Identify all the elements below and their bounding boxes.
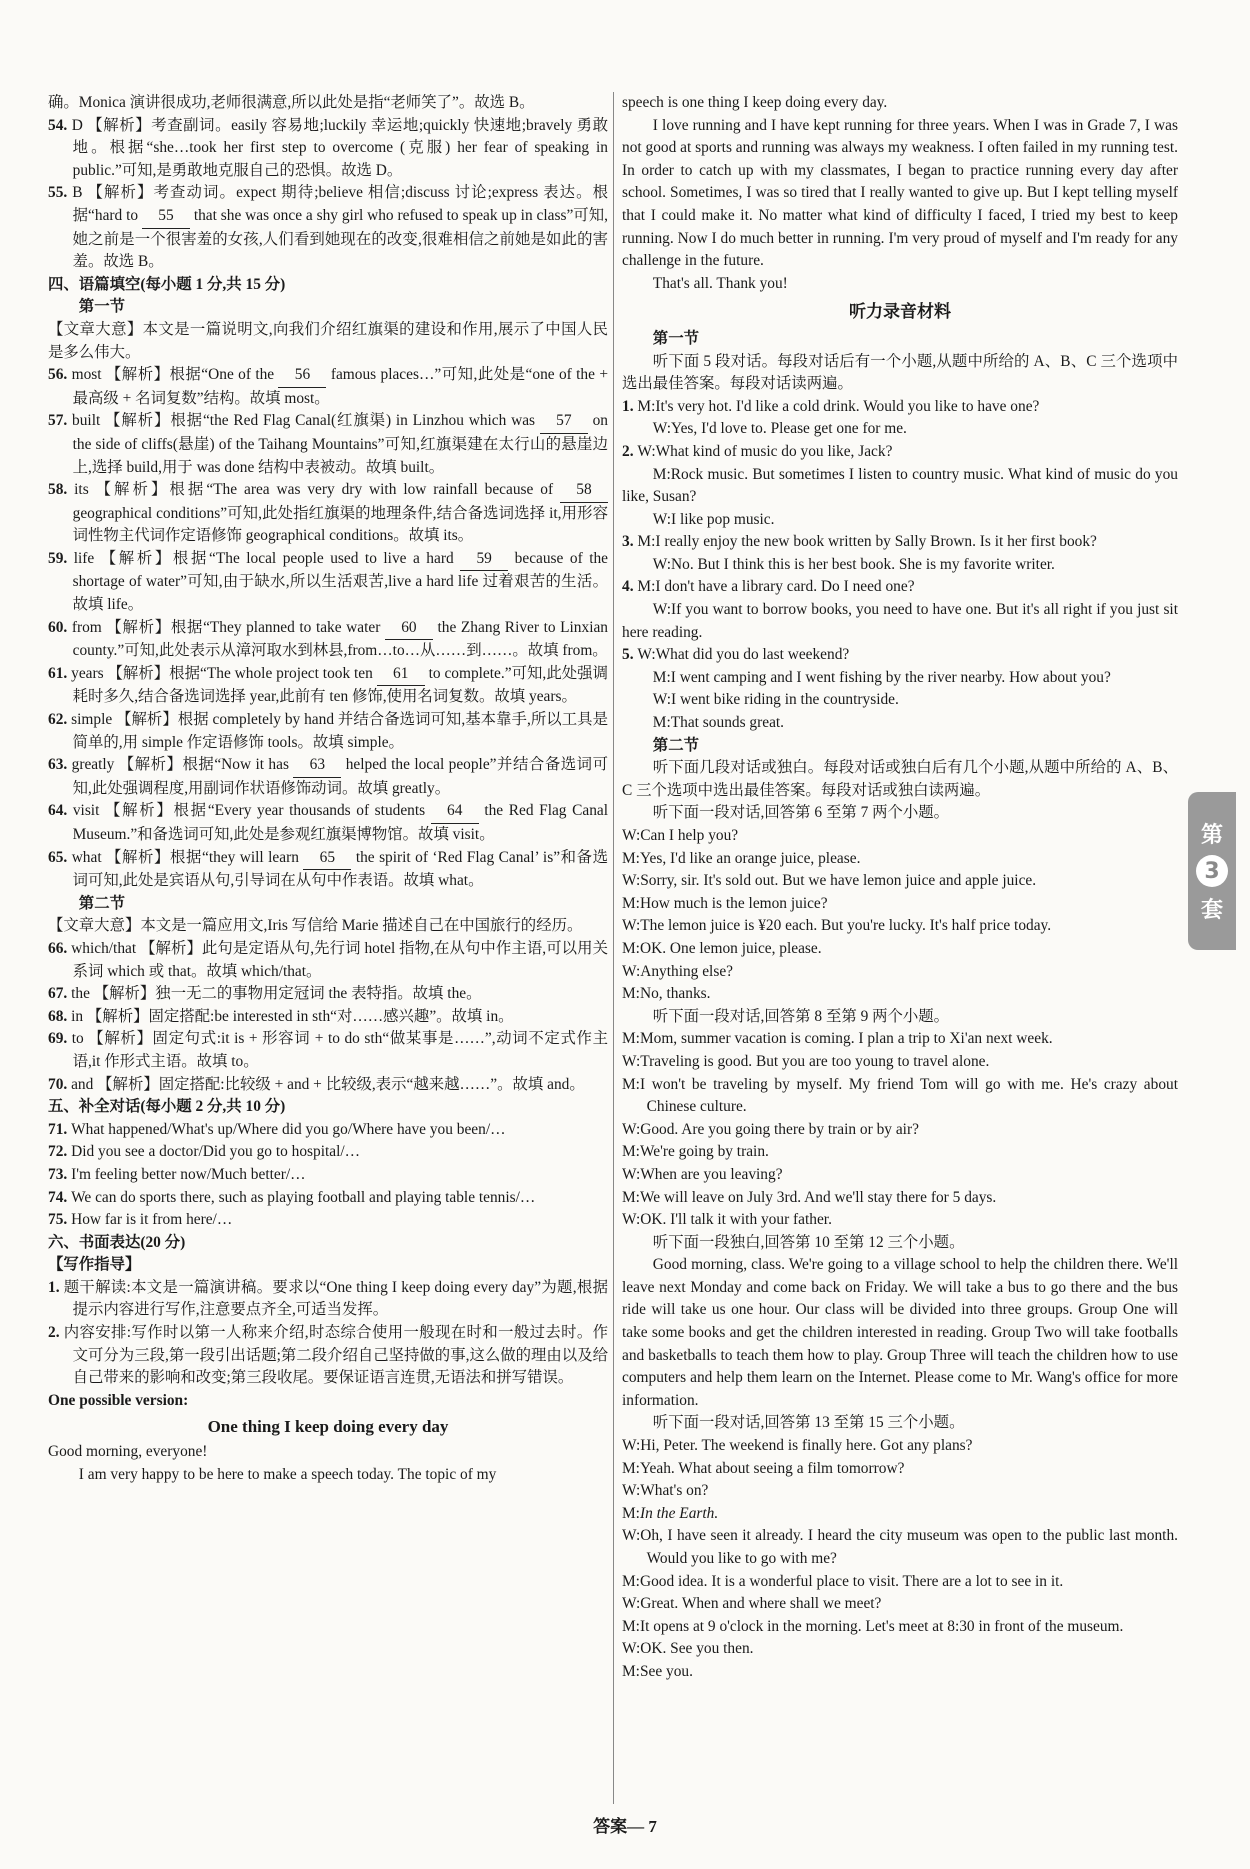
block-text: M:Yes, I'd like an orange juice, please. [622,849,861,867]
item-number: 71. [48,1120,72,1138]
block-text: 五、补全对话(每小题 2 分,共 10 分) [48,1098,286,1116]
block-text: W:Traveling is good. But you are too young to travel alone. [622,1052,990,1070]
left-block [48,938,608,983]
item-number: 56. [48,366,72,384]
item-number: 67. [48,985,72,1003]
block-text: to 【解析】固定句式:it is + 形容词 + to do sth“做某事是……”,动词不定式作主语,it 作形式主语。故填 to。 [71,1030,608,1070]
block-text: visit 【解析】根据“Every year thousands of students 64 the Red Flag Canal Museum.”和备选词可知,此处是参观红旗渠博物馆。故填 visit。 [72,802,608,843]
right-block [622,273,1178,296]
block-text: its 【解析】根据“The area was very dry with low rainfall because of 58 geographical conditions”可知,此处指红旗渠的地理条件,结合备选词选择 it,用形容词性物主代词作定语修饰 geographical conditions。故填 its。 [72,481,608,545]
left-block [48,847,608,893]
block-text: M:I don't have a library card. Do I need one? [637,578,915,596]
left-column [48,92,608,1486]
block-text: 听力录音材料 [849,302,951,322]
item-number: 63. [48,756,72,774]
item-number: 54. [48,116,72,134]
block-text: W:The lemon juice is ¥20 each. But you're lucky. It's half price today. [622,917,1052,935]
block-text: How far is it from here/… [71,1211,233,1229]
right-block [622,1006,1178,1029]
block-text: simple 【解析】根据 completely by hand 并结合备选词可知,基本靠手,所以工具是简单的,用 simple 作定语修饰 tools。故填 simple。 [71,711,608,751]
block-text: One possible version: [48,1391,189,1409]
right-block [622,328,1178,351]
block-text: 听下面一段独白,回答第 10 至第 12 三个小题。 [652,1233,965,1251]
block-text: M:That sounds great. [652,714,785,732]
block-text: what 【解析】根据“they will learn 65 the spirit of ‘Red Flag Canal’ is”和备选词可知,此处是宾语从句,引导词在从句中作表语。故填 what。 [71,848,608,890]
block-text: W:Great. When and where shall we meet? [622,1595,882,1613]
block-text: 四、语篇填空(每小题 1 分,共 15 分) [48,275,286,293]
right-block [622,464,1178,509]
left-block [48,1164,608,1187]
right-block [622,554,1178,577]
left-block [48,1441,608,1464]
left-block [48,1277,608,1322]
left-block [48,1141,608,1164]
block-text: M:We will leave on July 3rd. And we'll stay there for 5 days. [622,1188,997,1206]
right-block [622,531,1178,554]
block-text: M:See you. [622,1662,693,1680]
right-block [622,441,1178,464]
left-block [48,92,608,115]
block-text: 【写作指导】 [48,1256,141,1274]
block-text: M:It's very hot. I'd like a cold drink. Would you like to have one? [637,397,1040,415]
left-block [48,1074,608,1097]
right-block [622,757,1178,802]
block-text: I love running and I have kept running for three years. When I was in Grade 7, I was not good at sports and running was always my weakness. I often failed in my running test. In order to catch up with my classmates, I began to practice running every day after school. Sometimes, I was so tired that I really wanted to give up. But I kept telling myself that I could make it. No matter what kind of difficulty I faced, I tried my best to keep running. Now I do much better in running. I'm very proud of myself and I'm ready for any challenge in the future. [622,116,1178,270]
block-text: M:No, thanks. [622,985,711,1003]
block-text: What happened/What's up/Where did you go/Where have you been/… [71,1120,506,1138]
block-text: 听下面一段对话,回答第 6 至第 7 两个小题。 [652,804,950,822]
right-block [622,712,1178,735]
right-block [622,938,1178,961]
block-text: and 【解析】固定搭配:比较级 + and + 比较级,表示“越来越……”。故填 and。 [71,1075,585,1093]
block-text: M:I really enjoy the new book written by Sally Brown. Is it her first book? [637,533,1097,551]
right-block [622,115,1178,273]
block-text: W:What kind of music do you like, Jack? [637,442,893,460]
block-text: M:Good idea. It is a wonderful place to visit. There are a lot to see in it. [622,1572,1064,1590]
right-block [622,1638,1178,1661]
block-text: W:I went bike riding in the countryside. [652,691,899,709]
right-block [622,92,1178,115]
right-block [622,351,1178,396]
right-block [622,1232,1178,1255]
block-text: M:It opens at 9 o'clock in the morning. Let's meet at 8:30 in front of the museum. [622,1617,1124,1635]
item-number: 5. [622,646,638,664]
block-text: M:Mom, summer vacation is coming. I plan a trip to Xi'an next week. [622,1030,1053,1048]
block-text: life 【解析】根据“The local people used to live a hard 59 because of the shortage of water”可知,由于缺水,所以生活艰苦,live a hard life 过着艰苦的生活。故填 life。 [72,549,609,614]
right-block [622,1661,1178,1684]
left-block [48,1119,608,1142]
left-block [48,410,608,479]
item-number: 66. [48,939,72,957]
item-number: 1. [48,1278,64,1296]
right-block [622,893,1178,916]
left-block [48,915,608,938]
block-text: D 【解析】考查副词。easily 容易地;luckily 幸运地;quickly 快速地;bravely 勇敢地。根据“she…took her first step to overcome (克服) her fear of speaking in public.”可知,是勇敢地克服自己的恐惧。故选 D。 [71,116,608,179]
left-block [48,754,608,800]
item-number: 65. [48,848,72,866]
right-block [622,396,1178,419]
block-text: W:Can I help you? [622,827,739,844]
right-block [622,915,1178,938]
item-number: 59. [48,549,74,567]
right-block [622,1187,1178,1210]
block-text: most 【解析】根据“One of the 56 famous places…”可知,此处是“one of the + 最高级 + 名词复数”结构。故填 most。 [71,366,608,407]
set-tab [1188,792,1236,950]
item-number: 1. [622,397,638,415]
block-text: in 【解析】固定搭配:be interested in sth“对……感兴趣”。故填 in。 [71,1007,514,1025]
block-text: Did you see a doctor/Did you go to hospital/… [71,1143,361,1161]
right-block [622,1525,1178,1570]
right-block [622,735,1178,758]
block-text: B 【解析】考查动词。expect 期待;believe 相信;discuss 讨论;express 表达。根据“hard to 55 that she was once a shy girl who refused to speak up in class”可知,她之前是一个很害羞的女孩,人们看到她现在的改变,很难相信之前她是如此的害羞。故选 B。 [72,184,608,271]
right-block [622,870,1178,893]
left-block [48,1322,608,1390]
right-block [622,1074,1178,1119]
item-number: 64. [48,802,73,820]
item-number: 58. [48,481,75,499]
right-block [622,418,1178,441]
left-block [48,893,608,916]
block-text: 内容安排:写作时以第一人称来介绍,时态综合使用一般现在时和一般过去时。作文可分为三段,第一段引出话题;第二段介绍自己坚持做的事,这么做的理由以及给自己带来的影响和改变;第三段收尾。要保证语言连贯,无语法和拼写错误。 [63,1324,609,1387]
block-text: W:What did you do last weekend? [637,646,850,664]
left-block [48,319,608,364]
item-number: 55. [48,184,73,202]
block-text: M:I went camping and I went fishing by the river nearby. How about you? [652,668,1111,686]
page-footer: 答案— 7 [593,1817,657,1836]
block-text: M:Rock music. But sometimes I listen to country music. What kind of music do you like, Susan? [622,465,1178,506]
right-block [622,599,1178,644]
left-block [48,364,608,410]
left-block [48,1096,608,1119]
left-block [48,479,608,548]
right-block [622,1571,1178,1594]
block-text: speech is one thing I keep doing every day. [622,94,888,111]
right-block [622,1209,1178,1232]
item-number: 4. [622,578,638,596]
block-text: W:No. But I think this is her best book. She is my favorite writer. [652,555,1055,573]
left-block [48,274,608,297]
right-block [622,1412,1178,1435]
left-block [48,548,608,617]
block-text: W:I like pop music. [652,510,775,528]
block-text: M:OK. One lemon juice, please. [622,939,822,957]
right-block [622,1164,1178,1187]
item-number: 3. [622,533,638,551]
block-text: Good morning, everyone! [48,1443,208,1461]
column-divider [613,92,614,1804]
block-text: greatly 【解析】根据“Now it has 63 helped the local people”并结合备选词可知,此处强调程度,用副词作状语修饰动词。故填 greatly。 [71,756,609,797]
block-text: W:When are you leaving? [622,1165,783,1183]
right-block [622,983,1178,1006]
block-text: 第一节 [652,329,699,347]
set-tab-post: 套 [1200,898,1223,923]
item-number: 75. [48,1211,72,1229]
left-block [48,983,608,1006]
block-text: years 【解析】根据“The whole project took ten 61 to complete.”可知,此处强调耗时多久,结合备选词选择 year,此前有 ten 修饰,使用名词复数。故填 years。 [71,664,608,706]
right-column [622,92,1178,1684]
block-text: M:How much is the lemon juice? [622,894,828,912]
block-text: 题干解读:本文是一篇演讲稿。要求以“One thing I keep doing every day”为题,根据提示内容进行写作,注意要点齐全,可适当发挥。 [63,1278,608,1319]
right-block [622,509,1178,532]
block-text: One thing I keep doing every day [207,1417,449,1437]
right-block [622,1458,1178,1481]
block-text: W:If you want to borrow books, you need to have one. But it's all right if you just sit here reading. [622,601,1178,641]
block-text: W:OK. See you then. [622,1640,754,1658]
block-text: W:What's on? [622,1482,709,1500]
left-block [48,1006,608,1029]
right-block [622,825,1178,848]
block-text: W:Hi, Peter. The weekend is finally here. Got any plans? [622,1437,973,1455]
block-text: M:We're going by train. [622,1143,769,1161]
block-text: from 【解析】根据“They planned to take water 60 the Zhang River to Linxian county.”可知,此处表示从漳河取水到林县,from…to…从……到……。故填 from。 [71,618,608,660]
block-text: I'm feeling better now/Much better/… [71,1165,306,1183]
left-block [48,1028,608,1073]
right-block [622,644,1178,667]
item-number: 68. [48,1007,72,1025]
item-number: 60. [48,618,72,636]
block-text: I am very happy to be here to make a speech today. The topic of my [78,1465,497,1483]
block-text: 【文章大意】本文是一篇说明文,向我们介绍红旗渠的建设和作用,展示了中国人民是多么伟大。 [48,320,608,361]
block-text: 第二节 [652,736,699,754]
right-block [622,689,1178,712]
block-text: 【文章大意】本文是一篇应用文,Iris 写信给 Marie 描述自己在中国旅行的经历。 [48,917,583,935]
block-text: That's all. Thank you! [652,274,788,292]
left-block [48,1390,608,1413]
block-text: which/that 【解析】此句是定语从句,先行词 hotel 指物,在从句中作主语,可以用关系词 which 或 that。故填 which/that。 [71,939,609,980]
right-block [622,1141,1178,1164]
block-text: 听下面一段对话,回答第 13 至第 15 三个小题。 [652,1414,965,1432]
block-text: W:Oh, I have seen it already. I heard the city museum was open to the public last month. Would you like to go with me? [622,1527,1178,1567]
right-block [622,1254,1178,1412]
right-block [622,1503,1178,1526]
block-text: the 【解析】独一无二的事物用定冠词 the 表特指。故填 the。 [71,985,482,1003]
block-text: W:Good. Are you going there by train or by air? [622,1120,919,1138]
block-text: 确。Monica 演讲很成功,老师很满意,所以此处是指“老师笑了”。故选 B。 [48,94,535,111]
block-text: 听下面几段对话或独白。每段对话或独白后有几个小题,从题中所给的 A、B、C 三个选项中选出最佳答案。每段对话或独白读两遍。 [622,759,1178,799]
right-block [622,667,1178,690]
block-text: 六、书面表达(20 分) [48,1233,186,1251]
right-block [622,1051,1178,1074]
right-block [622,576,1178,599]
block-text: 听下面 5 段对话。每段对话后有一个小题,从题中所给的 A、B、C 三个选项中选出最佳答案。每段对话读两遍。 [622,352,1178,393]
left-block [48,182,608,273]
block-text: M:Yeah. What about seeing a film tomorrow? [622,1459,905,1477]
left-block [48,1232,608,1255]
item-number: 62. [48,711,72,729]
left-block [48,663,608,709]
block-text: 第一节 [78,298,125,316]
right-block [622,848,1178,871]
left-block [48,1254,608,1277]
item-number: 74. [48,1188,72,1206]
block-text: 第二节 [78,894,125,912]
block-text: W:OK. I'll talk it with your father. [622,1211,832,1229]
block-text: 听下面一段对话,回答第 8 至第 9 两个小题。 [652,1007,950,1025]
right-block [622,1028,1178,1051]
right-block [622,802,1178,825]
set-tab-number: 3 [1196,855,1228,887]
item-number: 72. [48,1143,72,1161]
item-number: 61. [48,664,72,682]
right-block [622,1593,1178,1616]
left-block [48,115,608,183]
item-number: 70. [48,1075,72,1093]
block-text: W:Yes, I'd love to. Please get one for me. [652,420,907,438]
block-text: M:In the Earth. [622,1504,719,1522]
left-block [48,296,608,319]
left-block [48,617,608,663]
block-text: built 【解析】根据“the Red Flag Canal(红旗渠) in Linzhou which was 57 on the side of cliffs(悬崖) of the Taihang Mountains”可知,红旗渠建在太行山的悬崖边上,选择 build,用于 was done 结构中表被动。故填 built。 [72,412,608,476]
left-block [48,1209,608,1232]
block-text: Good morning, class. We're going to a village school to help the children there. We'll leave next Monday and come back on Friday. We will take a bus to go there and the bus ride will take us one hour. Our class will be divided into three groups. Group One will take some books and get the children interested in reading. Group Two will take footballs and basketballs to teach them how to play. Group Three will teach the children how to use computers and help them learn on the Internet. Please come to Mr. Wang's office for more information. [622,1256,1178,1409]
right-block [622,1616,1178,1639]
block-text: M:I won't be traveling by myself. My friend Tom will go with me. He's crazy about Chinese culture. [622,1075,1178,1116]
left-block [48,1416,608,1439]
left-block [48,709,608,754]
block-text: W:Sorry, sir. It's sold out. But we have lemon juice and apple juice. [622,872,1037,890]
right-block [622,961,1178,984]
item-number: 2. [622,442,638,460]
right-block [622,1435,1178,1458]
item-number: 69. [48,1030,72,1048]
left-block [48,800,608,846]
item-number: 73. [48,1165,72,1183]
right-block [622,1119,1178,1142]
left-block [48,1464,608,1487]
block-text: W:Anything else? [622,962,733,980]
set-tab-pre: 第 [1200,823,1223,848]
item-number: 2. [48,1324,64,1342]
item-number: 57. [48,412,73,430]
block-text: We can do sports there, such as playing football and playing table tennis/… [71,1188,536,1206]
left-block [48,1187,608,1210]
right-block [622,1480,1178,1503]
right-block [622,301,1178,324]
